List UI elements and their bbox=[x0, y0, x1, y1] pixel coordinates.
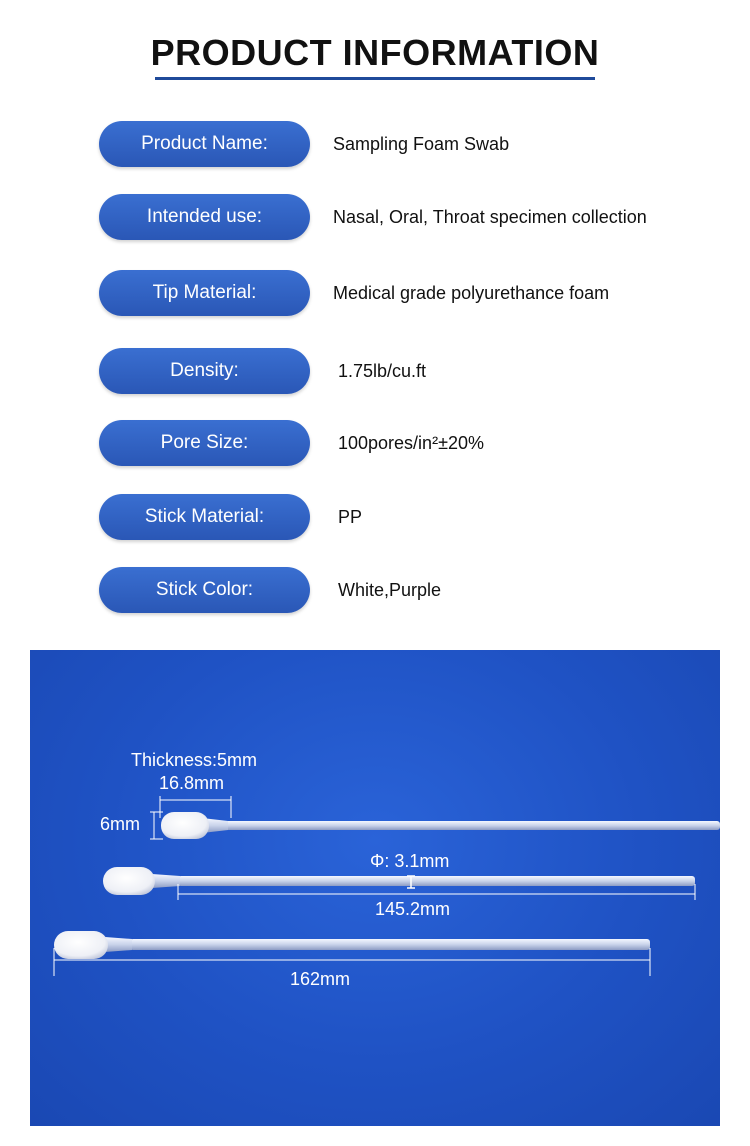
spec-row-intended-use bbox=[99, 194, 749, 242]
swab-bottom bbox=[54, 931, 650, 959]
spec-value-stick-material: PP bbox=[338, 507, 363, 527]
spec-label-density: Density: bbox=[99, 348, 310, 394]
swab-top bbox=[161, 812, 720, 839]
length-162-label: 162mm bbox=[290, 969, 351, 989]
stick-diameter-label: Φ: 3.1mm bbox=[370, 851, 450, 871]
length-145-label: 145.2mm bbox=[375, 899, 451, 919]
spec-label-tip-material: Tip Material: bbox=[99, 270, 310, 316]
tip-width-label: 6mm bbox=[100, 814, 140, 834]
page-title: PRODUCT INFORMATION bbox=[150, 32, 600, 73]
length-162-dimension bbox=[54, 948, 650, 976]
tip-length-label: 16.8mm bbox=[159, 773, 225, 793]
spec-row-stick-material bbox=[99, 494, 749, 542]
spec-value-tip-material: Medical grade polyurethance foam bbox=[333, 283, 610, 303]
spec-row-density bbox=[99, 348, 749, 396]
spec-label-stick-color: Stick Color: bbox=[99, 567, 310, 613]
spec-label-stick-material: Stick Material: bbox=[99, 494, 310, 540]
spec-value-intended-use: Nasal, Oral, Throat specimen collection bbox=[333, 207, 647, 227]
spec-row-stick-color bbox=[99, 567, 749, 615]
swab-diagram bbox=[30, 650, 720, 1126]
title-underline bbox=[155, 77, 595, 80]
swab-dimension-photo bbox=[30, 650, 720, 1126]
spec-label-intended-use: Intended use: bbox=[99, 194, 310, 240]
spec-value-density: 1.75lb/cu.ft bbox=[338, 361, 427, 381]
length-145-dimension bbox=[178, 884, 695, 900]
spec-row-pore-size bbox=[99, 420, 749, 468]
spec-value-stick-color: White,Purple bbox=[338, 580, 442, 600]
spec-row-tip-material bbox=[99, 270, 749, 318]
spec-label-pore-size: Pore Size: bbox=[99, 420, 310, 466]
swab-middle bbox=[103, 867, 695, 895]
spec-row-product-name bbox=[99, 121, 749, 169]
spec-value-pore-size: 100pores/in²±20% bbox=[338, 433, 484, 453]
spec-label-product-name: Product Name: bbox=[99, 121, 310, 167]
thickness-label: Thickness:5mm bbox=[131, 750, 258, 770]
spec-value-product-name: Sampling Foam Swab bbox=[333, 134, 510, 154]
